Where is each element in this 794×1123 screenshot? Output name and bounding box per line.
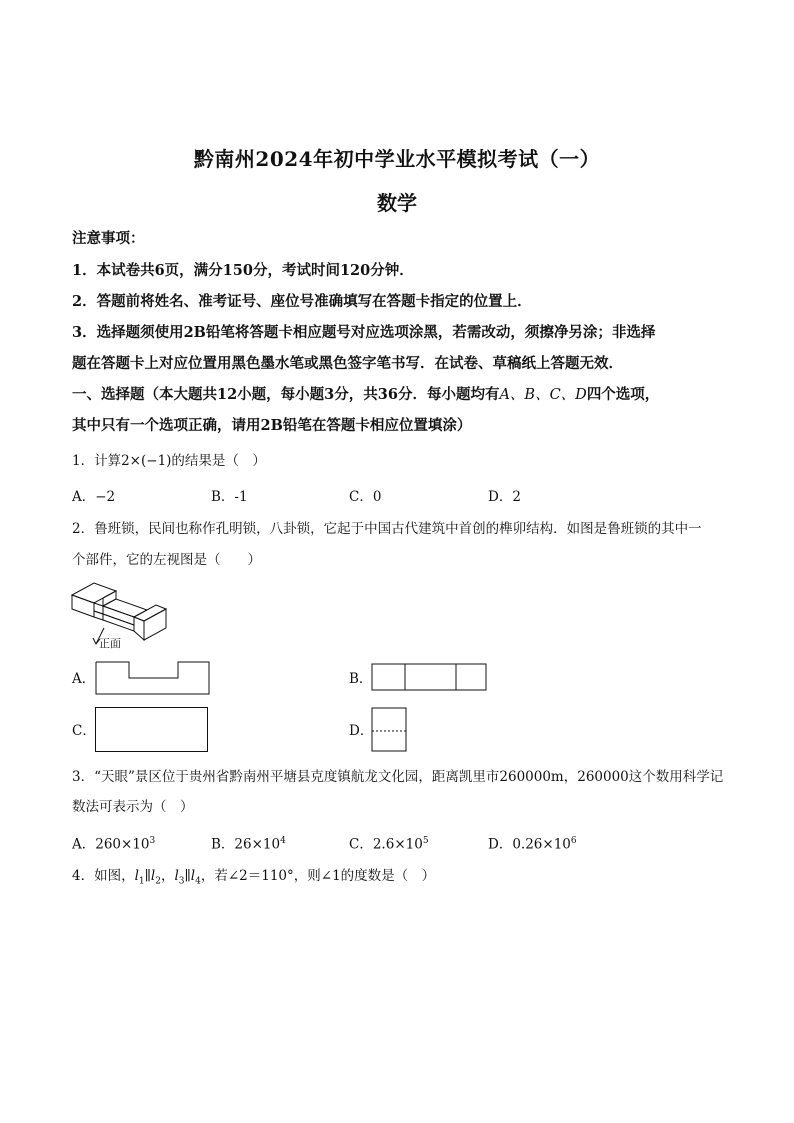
q1-option-c[interactable]: C．0 (349, 489, 382, 505)
q4-l3: l (174, 868, 179, 884)
q3-option-d-exp: 6 (570, 836, 577, 846)
q2-option-b-label[interactable]: B． (349, 671, 373, 687)
note-item-1: 1．本试卷共6页，满分150分，考试时间120分钟． (72, 262, 414, 279)
note-item-2: 2．答题前将姓名、准考证号、座位号准确填写在答题卡指定的位置上． (72, 293, 532, 310)
q4-l2-sub: 2 (155, 876, 161, 887)
q3-option-d[interactable] (488, 831, 577, 855)
q1-option-d[interactable]: D．2 (488, 489, 521, 505)
q4-prefix: 4．如图， (72, 868, 135, 884)
q3-option-b[interactable] (211, 831, 286, 855)
q4-stem (72, 866, 732, 892)
q3-option-c-label: C． (349, 836, 373, 853)
q2-stem-line2: 个部件，它的左视图是（ ） (72, 552, 261, 568)
q4-parallel-2: ∥ (184, 868, 191, 884)
note-item-3-line2: 题在答题卡上对应位置用黑色墨水笔或黑色签字笔书写．在试卷、草稿纸上答题无效． (72, 355, 623, 372)
exam-subject: 数学 (377, 191, 417, 215)
q3-option-a-exp: 3 (149, 836, 156, 846)
q2-option-d-figure[interactable] (371, 707, 408, 753)
section1-suffix: 四个选项， (586, 386, 660, 403)
q1-stem: 1．计算2×(−1)的结果是（ ） (72, 453, 266, 469)
section1-intro-line1 (72, 385, 732, 405)
q2-option-c-figure[interactable] (95, 707, 208, 752)
q3-option-d-label: D． (488, 836, 513, 853)
front-label: 正面 (99, 637, 121, 650)
section1-intro-line2: 其中只有一个选项正确，请用2B铅笔在答题卡相应位置填涂） (72, 417, 472, 434)
q3-option-a-base: 260×10 (95, 836, 150, 853)
q2-stem-line1: 2．鲁班锁，民间也称作孔明锁，八卦锁，它起于中国古代建筑中首创的榫卯结构．如图是鲁班锁的其中一 (72, 521, 702, 537)
q4-l1: l (134, 868, 139, 884)
section1-letters: A、B、C、D (499, 387, 587, 403)
note-item-3-line1: 3．选择题须使用2B铅笔将答题卡相应题号对应选项涂黑，若需改动，须擦净另涂；非选择 (72, 324, 656, 341)
q3-option-c[interactable] (349, 831, 429, 855)
notes-heading: 注意事项： (72, 230, 145, 247)
q3-option-b-base: 26×10 (234, 836, 281, 853)
q4-parallel-1: ∥ (144, 868, 151, 884)
q3-option-a[interactable] (72, 831, 155, 855)
q4-l2: l (150, 868, 156, 884)
q4-sep: ， (160, 868, 175, 884)
q3-option-a-label: A． (72, 836, 96, 853)
q4-l4: l (190, 868, 196, 884)
q4-l3-sub: 3 (178, 876, 185, 887)
section1-prefix: 一、选择题（本大题共12小题，每小题3分，共36分．每小题均有 (72, 386, 500, 403)
q2-option-a-figure[interactable] (95, 661, 211, 696)
q3-option-c-exp: 5 (422, 836, 429, 846)
q2-option-b-figure[interactable] (371, 663, 488, 692)
exam-title: 黔南州2024年初中学业水平模拟考试（一） (193, 147, 601, 171)
q1-option-b[interactable]: B．-1 (211, 489, 248, 505)
q4-l1-sub: 1 (138, 876, 145, 887)
q3-stem-line1: 3．“天眼”景区位于贵州省黔南州平塘县克度镇航龙文化园，距离凯里市260000m，260000这个数用科学记 (72, 769, 724, 785)
q3-option-b-exp: 4 (280, 836, 286, 846)
q1-option-a[interactable]: A．−2 (72, 489, 116, 505)
q2-option-d-label[interactable]: D． (349, 723, 374, 739)
q2-option-c-label[interactable]: C． (72, 723, 96, 739)
lock-part-figure (66, 580, 176, 652)
q3-option-d-base: 0.26×10 (512, 836, 571, 853)
q3-option-c-base: 2.6×10 (372, 836, 423, 853)
q2-option-a-label[interactable]: A． (72, 671, 96, 687)
q3-option-b-label: B． (211, 836, 235, 853)
q4-l4-sub: 4 (195, 876, 201, 887)
q4-condition: ，若∠2＝110°，则∠1的度数是（ ） (200, 868, 436, 884)
q3-stem-line2: 数法可表示为（ ） (72, 799, 194, 815)
